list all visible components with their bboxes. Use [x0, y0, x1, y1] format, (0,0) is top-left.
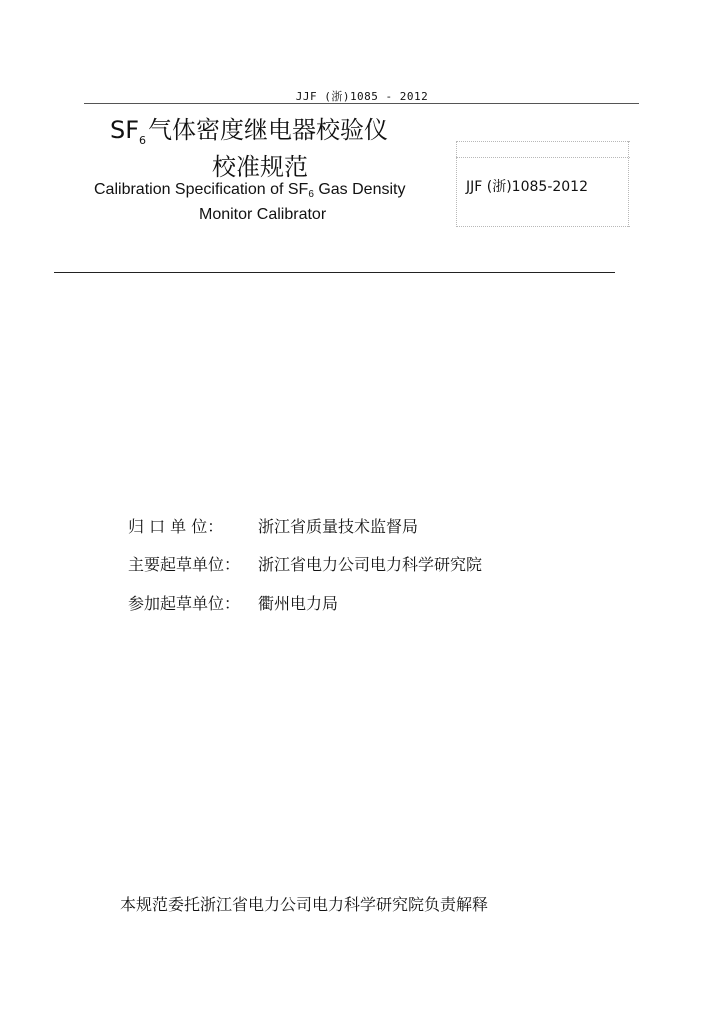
standard-code: JJF (浙)1085-2012: [466, 179, 588, 195]
title-chinese-rest: 气体密度继电器校验仪: [148, 116, 389, 144]
org-row-responsible: [128, 514, 418, 537]
org-label: 归 口 单 位：: [128, 517, 224, 536]
title-english-rest: Gas Density: [313, 181, 406, 198]
title-english-line-1: [94, 181, 405, 200]
frame-bottom-dots: [456, 226, 630, 228]
frame-right-dots: [628, 141, 630, 227]
title-chinese-subscript: 6: [139, 134, 147, 147]
frame-second-dots: [456, 157, 630, 159]
org-label: 主要起草单位：: [128, 555, 241, 574]
frame-left-dots: [456, 141, 458, 227]
org-value: 浙江省电力公司电力科学研究院: [258, 555, 483, 574]
header-rule: [84, 103, 639, 104]
title-english-line-2: Monitor Calibrator: [199, 206, 327, 223]
org-label: 参加起草单位：: [128, 594, 241, 613]
org-row-main-drafter: [128, 552, 482, 575]
title-english-subscript: 6: [308, 189, 314, 200]
org-row-participating-drafter: [128, 591, 338, 614]
org-value: 浙江省质量技术监督局: [258, 517, 419, 536]
running-header: JJF (浙)1085 - 2012: [295, 90, 429, 103]
org-value: 衢州电力局: [258, 594, 339, 613]
frame-top-dots: [456, 141, 630, 143]
title-chinese-line-1: [110, 110, 388, 147]
title-english-prefix: Calibration Specification of SF: [94, 181, 309, 198]
title-rule: [54, 272, 615, 273]
title-chinese-line-2: 校准规范: [212, 153, 308, 181]
title-chinese-prefix: SF: [110, 116, 140, 144]
interpretation-note: 本规范委托浙江省电力公司电力科学研究院负责解释: [120, 895, 489, 914]
